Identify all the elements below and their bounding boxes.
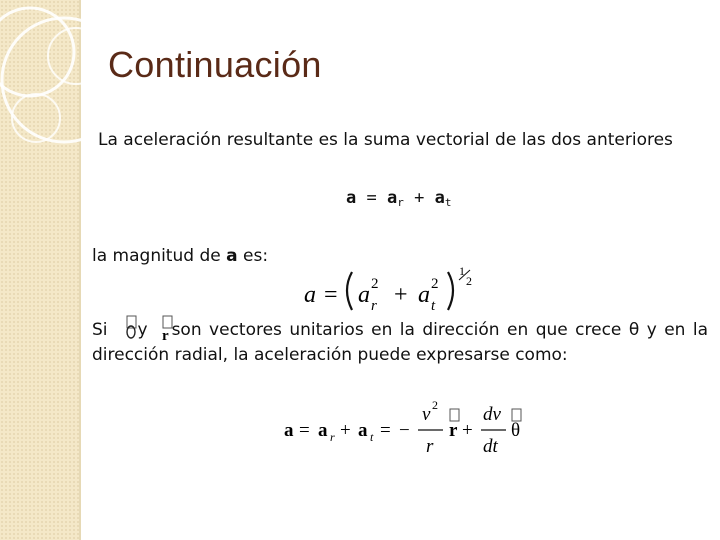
- f1-sq2: 2: [431, 276, 439, 292]
- f2-sub-r: r: [330, 430, 335, 444]
- eq1-term1: a: [386, 188, 398, 208]
- slide-title: Continuación: [108, 44, 322, 85]
- ring-3: [48, 28, 104, 84]
- vector-sum-equation: [346, 188, 451, 209]
- f1-sub-r: r: [371, 298, 377, 314]
- f1-exp-num: 1: [459, 264, 465, 278]
- paragraph-unit-vectors: [92, 318, 708, 368]
- f2-dv: dv: [483, 404, 501, 425]
- eq1-term2: a: [434, 188, 445, 208]
- f1-equals: =: [324, 282, 338, 308]
- eq1-sub1: r: [397, 196, 404, 209]
- eq1-lhs: a: [346, 188, 357, 208]
- f2-a: a: [284, 420, 294, 441]
- f2-dt: dt: [483, 436, 498, 457]
- f2-minus: −: [399, 420, 410, 441]
- f2-ar: a: [318, 420, 328, 441]
- p2-rest2: y en la dirección radial, la aceleración puede expresarse como:: [92, 320, 709, 365]
- f2-r-hat: r: [449, 420, 458, 441]
- f1-right-paren: [448, 272, 453, 310]
- eq1-equals: =: [356, 188, 387, 208]
- f2-at: a: [358, 420, 368, 441]
- paragraph-resultant: La aceleración resultante es la suma vectorial de las dos anteriores: [98, 130, 673, 150]
- f2-plus: +: [340, 420, 351, 441]
- magnitude-post: es:: [237, 246, 269, 266]
- f1-ar: a: [358, 282, 370, 308]
- f2-eq: =: [299, 420, 310, 441]
- f2-theta: θ: [511, 420, 521, 441]
- f2-r-den: r: [426, 436, 434, 457]
- eq1-sub2: t: [444, 196, 452, 209]
- magnitude-label: [92, 246, 268, 266]
- f1-left-paren: [347, 272, 352, 310]
- p2-si: Si: [92, 320, 108, 340]
- decorative-rings: [0, 0, 720, 200]
- f2-sub-t: t: [370, 430, 374, 444]
- magnitude-formula: [300, 258, 490, 316]
- ring-1: [0, 8, 74, 96]
- f1-sub-t: t: [431, 298, 436, 314]
- p2-rest1: son vectores unitarios en la dirección en que crece θ: [171, 320, 640, 340]
- f1-at: a: [418, 282, 430, 308]
- p2-y: y: [137, 320, 148, 340]
- r-hat-icon: r: [162, 328, 169, 343]
- f2-v: v: [422, 404, 431, 425]
- eq1-plus: +: [403, 188, 435, 208]
- magnitude-bold: a: [226, 246, 238, 266]
- f1-exp-den: 2: [466, 274, 472, 288]
- f2-plus2: +: [462, 420, 473, 441]
- acceleration-formula: [282, 396, 542, 460]
- f1-a: a: [304, 282, 316, 308]
- f2-v-sq: 2: [432, 398, 438, 412]
- f2-eq2: =: [380, 420, 391, 441]
- magnitude-pre: la magnitud de: [92, 246, 227, 266]
- f1-sq1: 2: [371, 276, 379, 292]
- f1-plus: +: [394, 282, 408, 308]
